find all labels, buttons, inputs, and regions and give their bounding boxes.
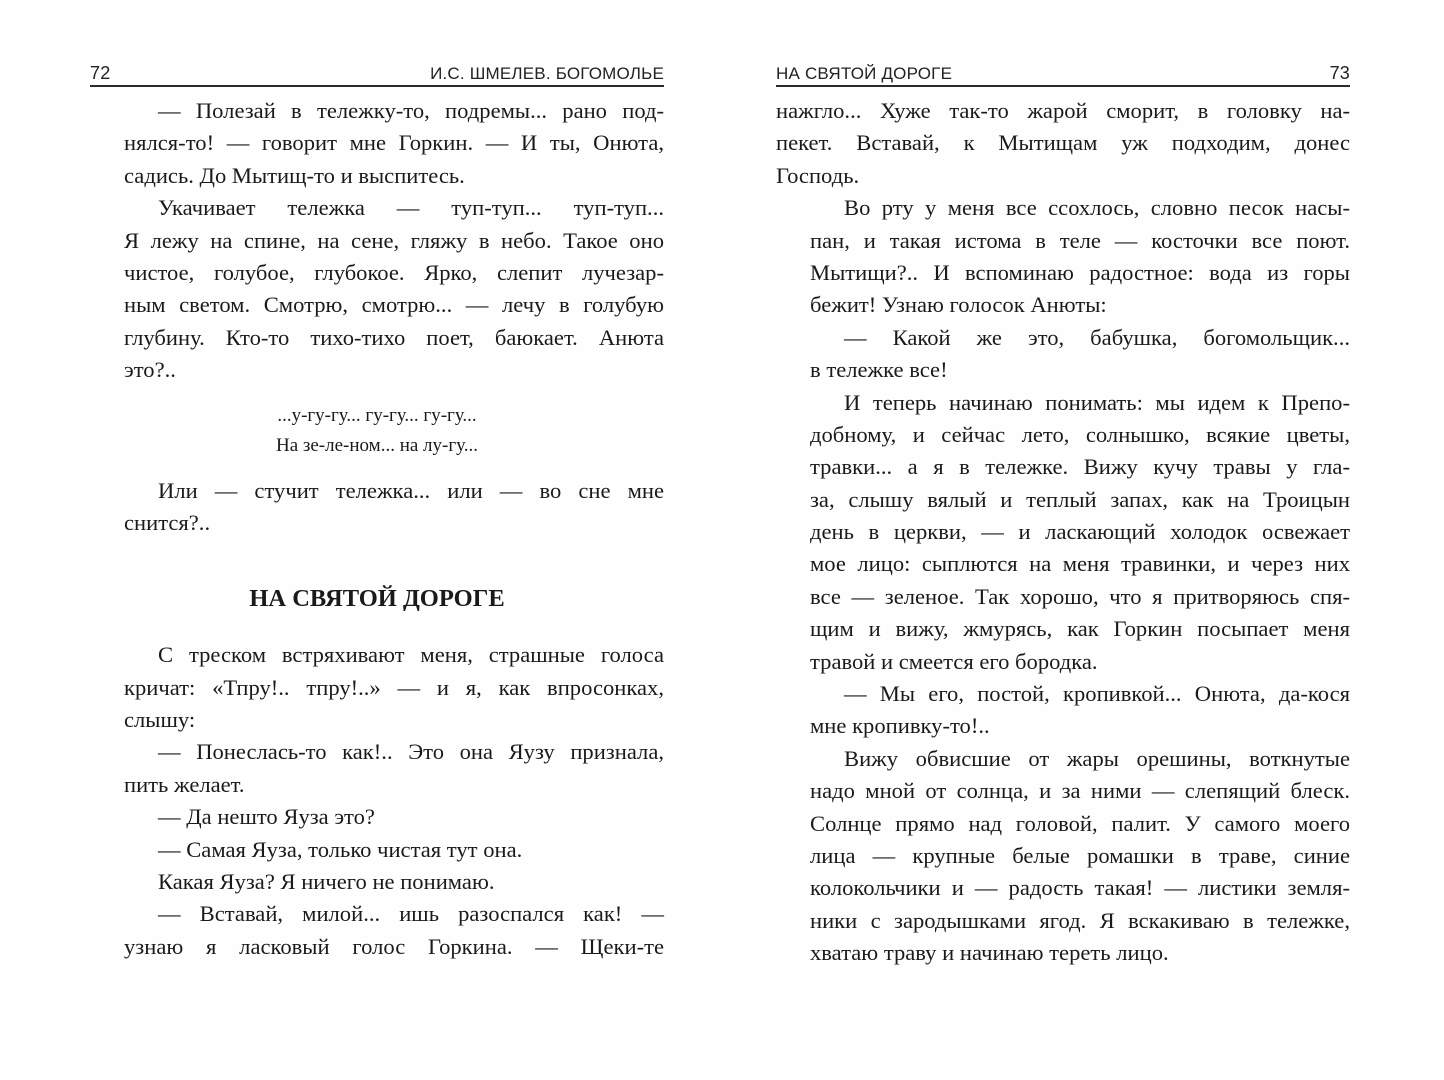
paragraph — [90, 801, 664, 833]
text-line: за, слышу вялый и теплый запах, как на Троицын — [810, 486, 1350, 512]
text-line: пить желает. — [124, 771, 245, 797]
right-page — [776, 58, 1350, 970]
paragraph — [90, 866, 664, 898]
text-line: травки... а я в тележке. Вижу кучу травы у гла- — [810, 454, 1350, 480]
text-line: Какая Яуза? Я ничего не понимаю. — [158, 869, 495, 895]
left-page — [90, 58, 664, 963]
paragraph — [90, 95, 664, 192]
text-line: добному, и сейчас лето, солнышко, всякие цветы, — [810, 421, 1350, 447]
text-line: — Какой же это, бабушка, богомольщик... — [844, 324, 1350, 350]
text-line: бежит! Узнаю голосок Анюты: — [810, 292, 1107, 318]
text-line: Во рту у меня все ссохлось, словно песок насы- — [844, 195, 1350, 221]
text-line: слышу: — [124, 707, 196, 733]
text-line: день в церкви, — и ласкающий холодок освежает — [810, 519, 1350, 545]
text-line: нажгло... Хуже так-то жарой сморит, в головку на- — [776, 98, 1350, 123]
verse-block — [90, 401, 664, 461]
verse-line: ...у-гу-гу... гу-гу... гу-гу... — [277, 404, 477, 426]
running-head-title-left: И.С. ШМЕЛЕВ. БОГОМОЛЬЕ — [430, 64, 664, 83]
text-line: травой и смеется его бородка. — [810, 648, 1098, 674]
paragraph — [776, 322, 1350, 387]
text-line: Господь. — [776, 162, 860, 188]
text-line: узнаю я ласковый голос Горкина. — Щеки-те — [124, 933, 664, 959]
text-line: кричат: «Тпру!.. тпру!..» — и я, как впросонках, — [124, 674, 664, 700]
text-line: глубину. Кто-то тихо-тихо поет, баюкает. Анюта — [124, 324, 664, 350]
text-line: — Полезай в тележку-то, подремы... рано под- — [158, 98, 664, 123]
text-line: лица — крупные белые ромашки в траве, синие — [810, 842, 1350, 868]
text-line: ники с зародышками ягод. Я вскакиваю в тележке, — [810, 907, 1350, 933]
text-line: Мытищи?.. И вспоминаю радостное: вода из горы — [810, 259, 1350, 285]
running-head-title-right: НА СВЯТОЙ ДОРОГЕ — [776, 64, 953, 83]
text-line: Вижу обвисшие от жары орешины, воткнутые — [844, 745, 1350, 771]
paragraph — [90, 475, 664, 540]
text-line: мне кропивку-то!.. — [810, 713, 990, 739]
left-page-body — [90, 95, 664, 963]
paragraph — [776, 192, 1350, 322]
text-line: Укачивает тележка — туп-туп... туп-туп... — [158, 195, 664, 221]
paragraph — [90, 898, 664, 963]
text-line: пан, и такая истома в теле — косточки все поют. — [810, 227, 1350, 253]
paragraph — [776, 678, 1350, 743]
text-line: — Вставай, милой... ишь разоспался как! — — [158, 901, 664, 927]
text-line: Я лежу на спине, на сене, гляжу в небо. Такое оно — [124, 227, 664, 253]
text-line: все — зеленое. Так хорошо, что я притворяюсь спя- — [810, 583, 1350, 609]
paragraph — [90, 639, 664, 736]
paragraph — [776, 387, 1350, 679]
verse-line: На зе-ле-ном... на лу-гу... — [275, 434, 479, 456]
text-line: И теперь начинаю понимать: мы идем к Препо- — [844, 389, 1350, 415]
text-line: колокольчики и — радость такая! — листики земля- — [810, 875, 1350, 901]
text-line: надо мной от солнца, и за ними — слепящий блеск. — [810, 778, 1350, 804]
paragraph — [90, 834, 664, 866]
paragraph — [90, 192, 664, 386]
text-line: щим и вижу, жмурясь, как Горкин посыпает меня — [810, 616, 1350, 642]
text-line: — Мы его, постой, кропивкой... Онюта, да-кося — [844, 681, 1350, 707]
text-line: Солнце прямо над головой, палит. У самого моего — [810, 810, 1350, 836]
running-head-left — [90, 58, 664, 87]
text-line: Или — стучит тележка... или — во сне мне — [158, 477, 664, 503]
page-number-right: 73 — [1329, 63, 1350, 83]
page-number-left: 72 — [90, 63, 111, 83]
text-line: хватаю траву и начинаю тереть лицо. — [810, 940, 1169, 966]
right-page-body — [776, 95, 1350, 970]
paragraph — [90, 736, 664, 801]
running-head-right — [776, 58, 1350, 87]
text-line: мое лицо: сыплются на меня травинки, и через них — [810, 551, 1350, 577]
text-line: — Понеслась-то как!.. Это она Яузу признала, — [158, 739, 664, 765]
text-line: пекет. Вставай, к Мытищам уж подходим, донес — [776, 130, 1350, 156]
paragraph — [776, 743, 1350, 970]
text-line: в тележке все! — [810, 357, 948, 383]
text-line: нялся-то! — говорит мне Горкин. — И ты, Онюта, — [124, 130, 664, 156]
text-line: С треском встряхивают меня, страшные голоса — [158, 642, 664, 668]
text-line: ным светом. Смотрю, смотрю... — лечу в голубую — [124, 292, 664, 318]
text-line: — Самая Яуза, только чистая тут она. — [158, 836, 523, 862]
text-line: садись. До Мытищ-то и выспитесь. — [124, 162, 465, 188]
paragraph — [776, 95, 1350, 192]
text-line: — Да нешто Яуза это? — [158, 804, 375, 830]
text-line: это?.. — [124, 357, 176, 383]
text-line: снится?.. — [124, 509, 211, 535]
chapter-title: НА СВЯТОЙ ДОРОГЕ — [249, 585, 505, 613]
text-line: чистое, голубое, глубокое. Ярко, слепит лучезар- — [124, 259, 664, 285]
